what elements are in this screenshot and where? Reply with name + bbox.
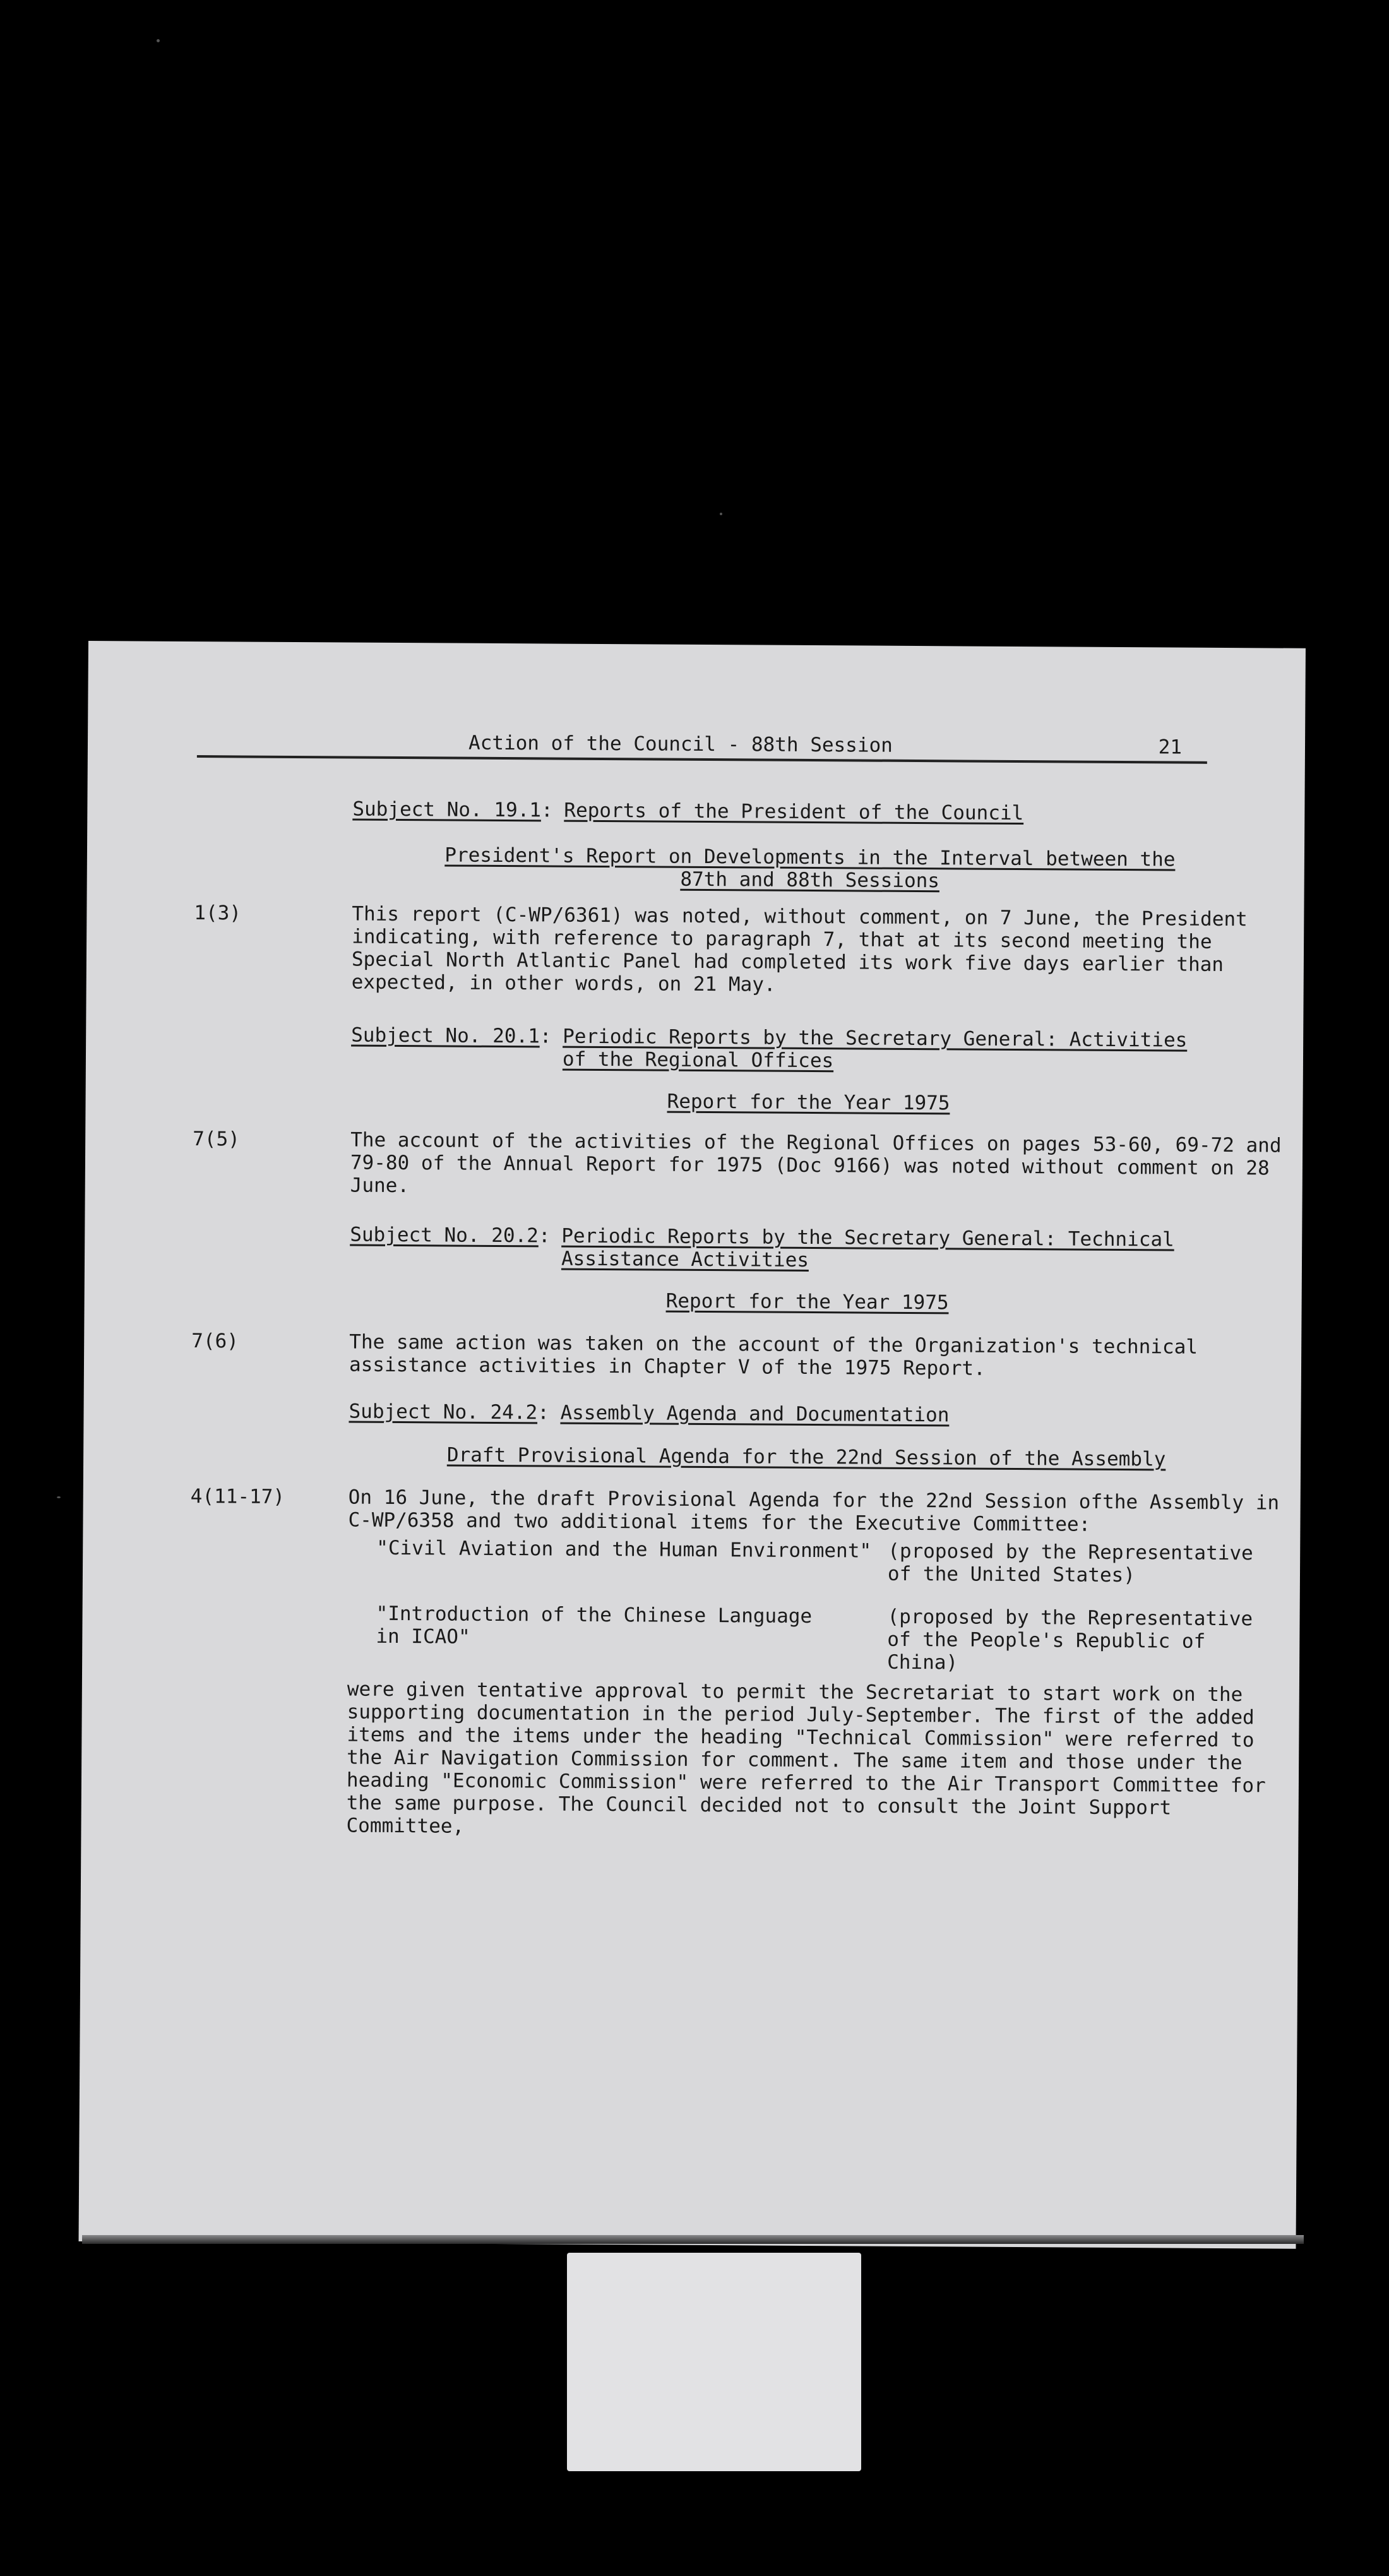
paragraph-text [350, 1129, 1285, 1203]
subject-label: Subject No. 24.2 [349, 1400, 538, 1424]
document-page [79, 641, 1306, 2249]
page-number: 21 [1158, 736, 1183, 759]
subject-line-24-2: Subject No. 24.2: Assembly Agenda and Documentation [349, 1400, 1251, 1429]
subject-label: Subject No. 19.1 [352, 797, 542, 822]
section-heading [350, 1088, 1266, 1117]
subject-line-20-2: Subject No. 20.2: Periodic Reports by the Secretary General: Technical Assistance Activities [350, 1224, 1253, 1275]
agenda-item-1-note: (proposed by the Representative of the United States) [887, 1539, 1253, 1587]
page-bottom-edge [82, 2235, 1304, 2244]
subject-title: Periodic Reports by the Secretary General: Technical Assistance Activities [561, 1224, 1174, 1272]
running-head [197, 730, 1207, 764]
paragraph-text [349, 1331, 1284, 1382]
subject-title: Assembly Agenda and Documentation [560, 1401, 950, 1427]
running-head-title: Action of the Council - 88th Session [468, 731, 893, 757]
paragraph-body: On 16 June, the draft Provisional Agenda for the 22nd Session ofthe Assembly in C-WP/6358 and two additional items for the Executive Committee: [348, 1486, 1280, 1536]
section-heading [349, 1443, 1264, 1472]
paragraph-reference: 7(6) [191, 1330, 239, 1353]
paragraph-body: This report (C-WP/6361) was noted, without comment, on 7 June, the President indicating, with reference to paragraph 7, that at its second meeting the Special North Atlantic Panel had completed its work five days earlier than expected, in other words, on 21 May. [351, 902, 1248, 996]
section-heading [350, 1288, 1265, 1316]
blank-card [567, 2253, 861, 2471]
subject-line-19-1: Subject No. 19.1: Reports of the President of the Council [352, 798, 1255, 826]
paragraph-reference: 7(5) [193, 1128, 240, 1151]
paragraph-reference: 4(11-17) [190, 1485, 285, 1508]
heading-text: Draft Provisional Agenda for the 22nd Session of the Assembly [446, 1443, 1166, 1471]
heading-text: Report for the Year 1975 [665, 1289, 949, 1315]
paragraph-reference: 1(3) [194, 902, 242, 925]
heading-line-2: 87th and 88th Sessions [680, 868, 940, 893]
paragraph-text [348, 1486, 1282, 1537]
section-heading [352, 844, 1268, 895]
agenda-item-1-title: "Civil Aviation and the Human Environment" [376, 1536, 872, 1563]
scan-speck [157, 39, 160, 42]
page-content [79, 641, 1306, 2249]
subject-label: Subject No. 20.2 [350, 1223, 539, 1248]
subject-line-20-1: Subject No. 20.1: Periodic Reports by the Secretary General: Activities of the Regional Offices [351, 1024, 1254, 1075]
subject-title: Reports of the President of the Council [564, 799, 1024, 825]
heading-text: Report for the Year 1975 [667, 1090, 950, 1115]
scan-speck [57, 1496, 61, 1498]
subject-title: Periodic Reports by the Secretary General: Activities of the Regional Offices [562, 1025, 1188, 1073]
subject-label: Subject No. 20.1 [351, 1023, 540, 1048]
paragraph-text [352, 903, 1287, 999]
scan-speck [720, 513, 722, 515]
paragraph-body: The account of the activities of the Regional Offices on pages 53-60, 69-72 and 79-80 of the Annual Report for 1975 (Doc 9166) was noted without comment on 28 June. [350, 1128, 1282, 1198]
heading-line-1: President's Report on Developments in the Interval between the [444, 844, 1176, 871]
closing-paragraph [346, 1678, 1288, 1843]
paragraph-body: The same action was taken on the account of the Organization's technical assistance activities in Chapter V of the 1975 Report. [349, 1330, 1198, 1380]
agenda-item-2-title: "Introduction of the Chinese Language in ICAO" [376, 1602, 813, 1649]
closing-paragraph-body: were given tentative approval to permit the Secretariat to start work on the supporting documentation in the period July-September. The first of the added items and the items under the heading "Technical Commission" were referred to the Air Navigation Commission for comment. The same item and those under the heading "Economic Commission" were referred to the Air Transport Committee for the same purpose. The Council decided not to consult the Joint Support Committee, [346, 1678, 1266, 1838]
agenda-item-2-note: (proposed by the Representative of the People's Republic of China) [887, 1605, 1253, 1674]
